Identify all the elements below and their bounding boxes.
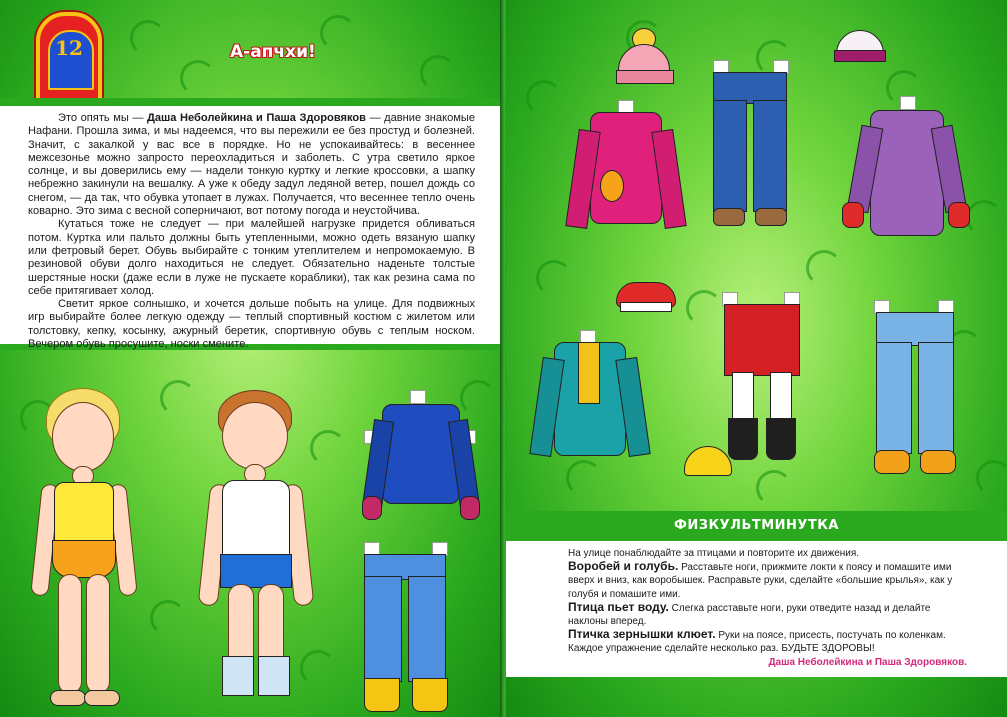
paragraph-2: Кутаться тоже не следует — при малейшей нагрузке придется обливаться потом. Куртка или пальто должны быть утепленными, можно одеть вязаную шапку или фетровый берет. Обувь выбирайте с тонким утеплителем и непромокаемую. В резиновой обуви долго находиться не следует. Обязательно наденьте толстые шерстяные носки (даже если в луже не пускаете кораблики), так как резина сама по себе притягивает холод. bbox=[28, 218, 475, 297]
knitted-hat-cutout bbox=[612, 28, 682, 88]
red-skirt-boots-cutout bbox=[712, 290, 812, 470]
exercise-2: Птица пьет воду. Слегка расставьте ноги, руки отведите назад и делайте наклоны вперед. bbox=[568, 599, 931, 628]
exercise-intro: На улице понаблюдайте за птицами и повторите их движения. bbox=[568, 548, 860, 559]
boy-paper-doll bbox=[196, 388, 316, 713]
blue-trousers-cutout bbox=[711, 60, 791, 230]
article-text bbox=[0, 98, 503, 350]
yellow-cap-cutout bbox=[680, 444, 740, 484]
exercise-closing: Каждое упражнение сделайте несколько раз. БУДЬТЕ ЗДОРОВЫ! bbox=[568, 643, 875, 655]
teal-puffer-jacket-cutout bbox=[528, 330, 648, 470]
light-jeans-cutout bbox=[870, 300, 960, 480]
pink-jacket-cutout bbox=[564, 100, 684, 240]
paragraph-3: Светит яркое солнышко, и хочется дольше побыть на улице. Для подвижных игр выбирайте более легкую одежду — теплый спортивный костюм с жилетом или толстовку, кепку, косынку, ажурный беретик, спортивную обувь с теплым носком. Вечером обувь просушите, носки смените. bbox=[28, 298, 475, 351]
exercise-section bbox=[506, 541, 1007, 677]
exercise-1: Воробей и голубь. Расставьте ноги, прижмите локти к поясу и помашите ими вверх и вниз, как воробышек. Расправьте руки, сделайте «большие крылья», как у голубя и помашите ими. bbox=[568, 559, 953, 600]
left-page bbox=[0, 0, 503, 717]
red-beret-cutout bbox=[612, 280, 682, 316]
paragraph-1: Это опять мы — Даша Неболейкина и Паша Здоровяков — давние знакомые Нафани. Прошла зима, и мы надеемся, что вы пережили ее без простуд и болезней. Значит, с закалкой у вас все в порядке. Но не успокаивайтесь: в весеннее межсезонье можно запросто переохладиться и заболеть. С утра светило яркое солнце, и вы доверились ему — надели тонкую куртку и легкие кроссовки, а шапку небрежно закинули на вешалку. А уже к обеду задул ледяной ветер, пошел дождь со снегом, — да так, что обувка утопает в лужах. Получается, что весеннее тепло очень коварно. Это зима с весной соперничают, вот потому погода и неустойчива. bbox=[28, 112, 476, 218]
right-page bbox=[506, 0, 1007, 717]
signature: Даша Неболейкина и Паша Здоровяков. bbox=[768, 656, 967, 668]
girl-paper-doll bbox=[28, 388, 138, 713]
exercise-section-title: ФИЗКУЛЬТМИНУТКА bbox=[506, 511, 1007, 541]
jeans-boots-cutout bbox=[350, 540, 460, 715]
small-cap-cutout bbox=[832, 26, 892, 66]
page-title: А-апчхи! bbox=[230, 42, 316, 62]
purple-coat-cutout bbox=[840, 96, 970, 246]
page-number: 12 bbox=[55, 36, 83, 60]
blue-jacket-cutout bbox=[360, 390, 480, 530]
exercise-3: Птичка зернышки клюет. Руки на поясе, присесть, постучать по коленкам. bbox=[568, 627, 946, 642]
